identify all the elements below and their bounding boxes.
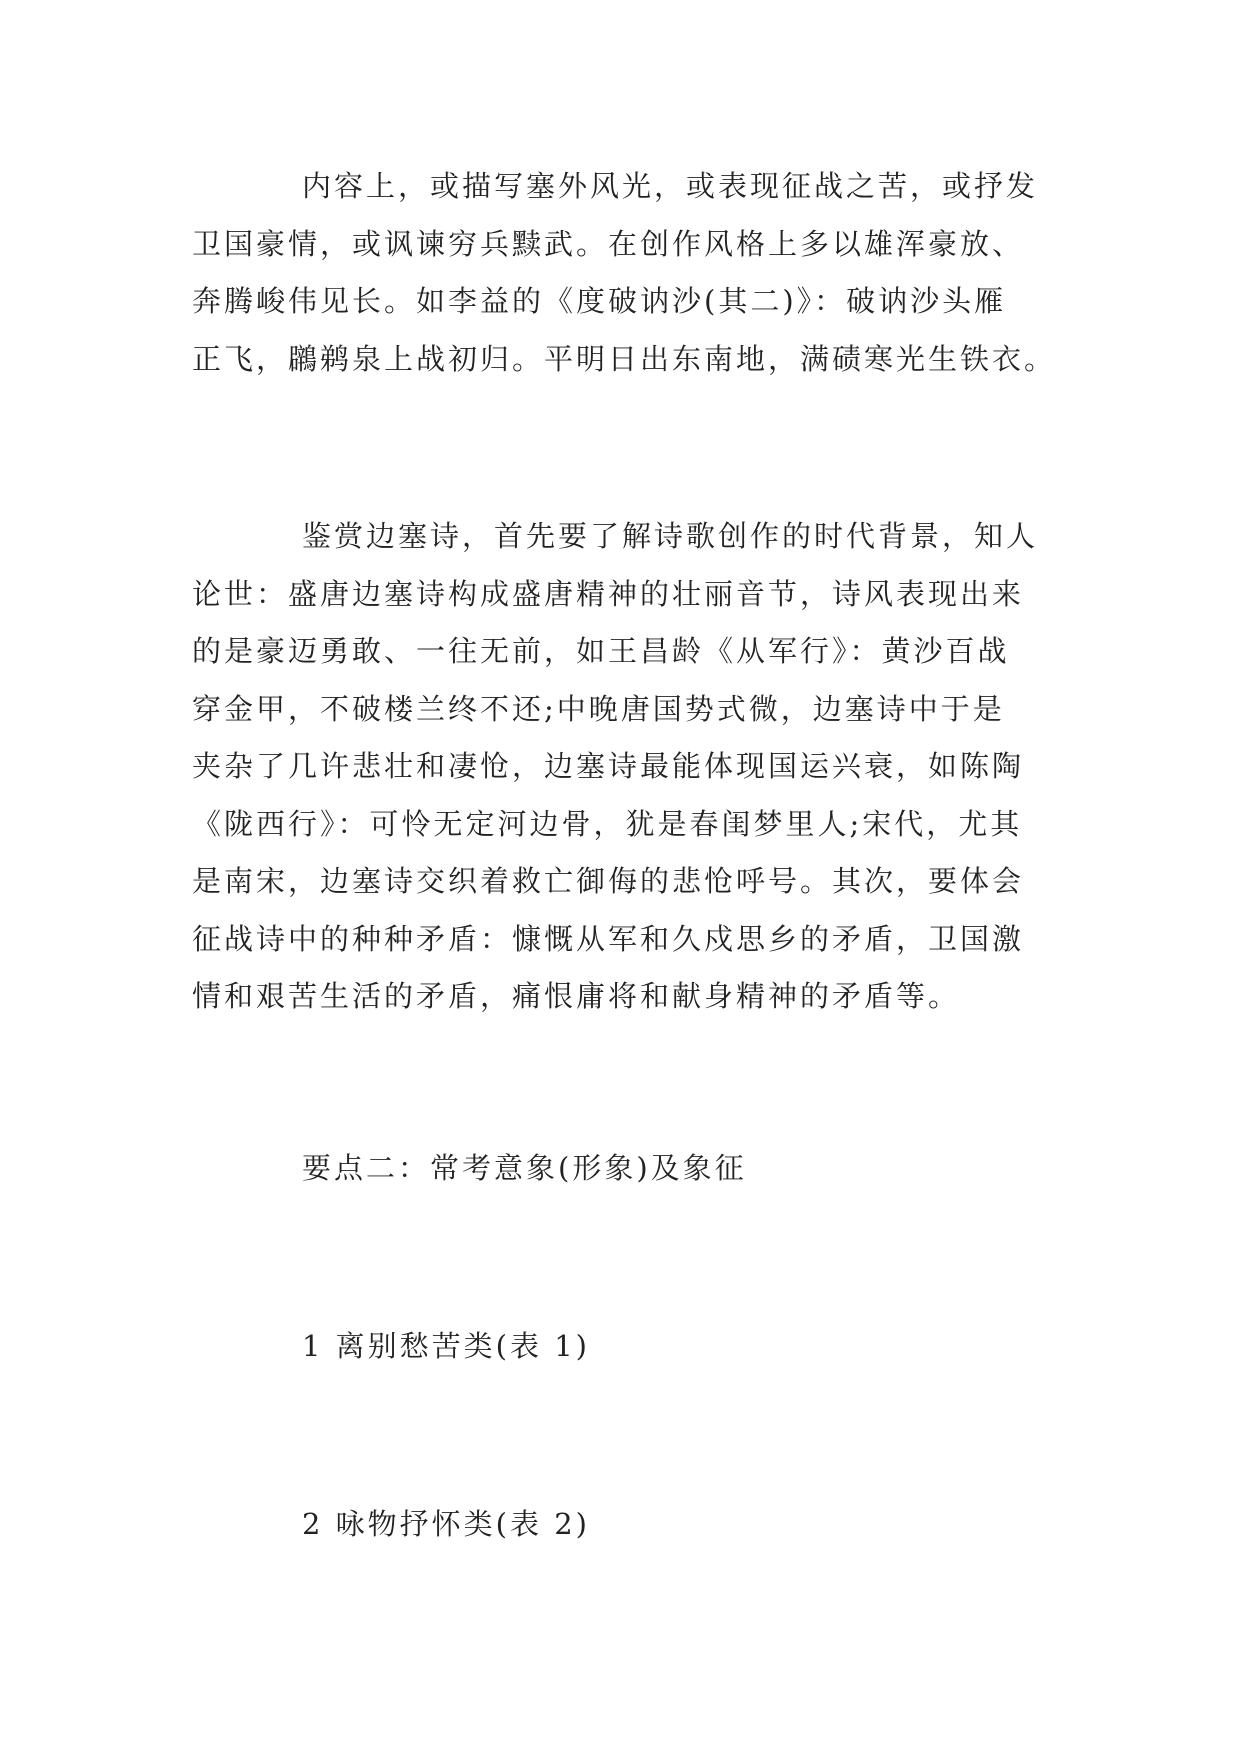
text-line: 鉴赏边塞诗，首先要了解诗歌创作的时代背景，知人 [302,519,1039,553]
paragraph-frontier-poetry-content [192,158,1072,388]
text-line: 穿金甲，不破楼兰终不还;中晚唐国势式微，边塞诗中于是 [192,691,1005,726]
subheading-parting-sorrow: 1 离别愁苦类(表 1) [302,1329,590,1363]
text-line: 正飞，鸊鹈泉上战初归。平明日出东南地，满碛寒光生铁衣。 [192,341,1057,376]
text-line: 是南宋，边塞诗交织着救亡御侮的悲怆呼号。其次，要体会 [192,864,1025,898]
subheading-object-lyric: 2 咏物抒怀类(表 2) [302,1507,590,1541]
text-line: 的是豪迈勇敢、一往无前，如王昌龄《从军行》：黄沙百战 [192,634,1010,668]
text-line: 《陇西行》：可怜无定河边骨，犹是春闺梦里人;宋代，尤其 [192,806,1023,841]
paragraph-appreciation-method [192,508,1072,1026]
text-line: 情和艰苦生活的矛盾，痛恨庸将和献身精神的矛盾等。 [192,979,961,1013]
text-line: 征战诗中的种种矛盾：慷慨从军和久戍思乡的矛盾，卫国激 [192,921,1025,956]
text-line: 论世：盛唐边塞诗构成盛唐精神的壮丽音节，诗风表现出来 [192,576,1025,611]
section-heading-key-point-two: 要点二：常考意象(形象)及象征 [302,1151,747,1185]
text-line: 夹杂了几许悲壮和凄怆，边塞诗最能体现国运兴衰，如陈陶 [192,749,1025,783]
text-line: 奔腾峻伟见长。如李益的《度破讷沙(其二)》：破讷沙头雁 [192,284,1007,318]
text-line: 内容上，或描写塞外风光，或表现征战之苦，或抒发 [302,169,1039,203]
text-line: 卫国豪情，或讽谏穷兵黩武。在创作风格上多以雄浑豪放、 [192,226,1025,261]
